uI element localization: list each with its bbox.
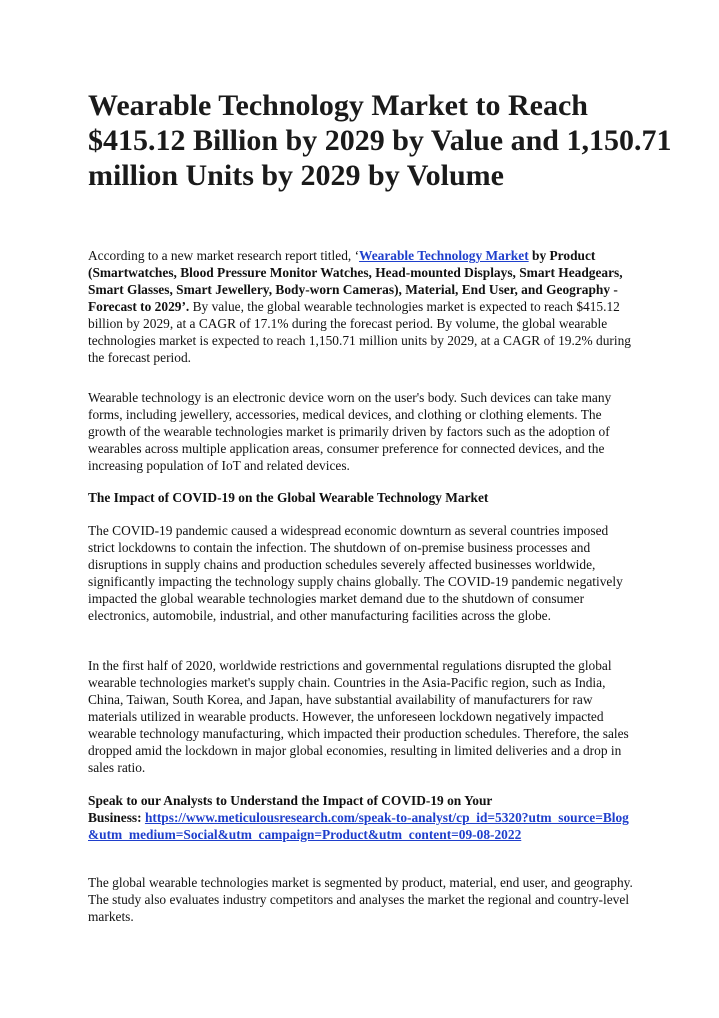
- intro-rest-text: By value, the global wearable technologies market is expected to reach $415.12 billion by 2029, at a CAGR of 17.1% during the forecast period. By volume, the global wearable technologies market is expected to reach 1,150.71 million units by 2029, at a CAGR of 19.2% during the forecast period.: [88, 299, 631, 365]
- page-title: Wearable Technology Market to Reach $415.12 Billion by 2029 by Value and 1,150.71 million Units by 2029 by Volume: [88, 89, 672, 192]
- intro-text: According to a new market research report titled, ‘: [88, 248, 360, 263]
- wearable-technology-market-link[interactable]: Wearable Technology Market: [359, 248, 529, 263]
- cta-business-label: Business:: [88, 810, 145, 825]
- covid-paragraph-1: The COVID-19 pandemic caused a widespread economic downturn as several countries imposed strict lockdowns to contain the infection. The shutdown of on-premise business processes and disruptions in supply chains and production schedules severely affected businesses worldwide, significantly impacting the technology supply chains globally. The COVID-19 pandemic negatively impacted the global wearable technologies market demand due to the shutdown of consumer electronics, automobile, industrial, and other manufacturing facilities across the globe.: [88, 523, 623, 623]
- report-title-text: by Product (Smartwatches, Blood Pressure Monitor Watches, Head-mounted Displays, Smart Headgears, Smart Glasses, Smart Jewellery, Body-worn Cameras), Material, End User, and Geography - Forecast to 2029’.: [88, 248, 623, 314]
- intro-paragraph: [88, 247, 633, 366]
- covid-paragraph-2: In the first half of 2020, worldwide restrictions and governmental regulations disrupted the global wearable technologies market's supply chain. Countries in the Asia-Pacific region, such as India, China, Taiwan, South Korea, and Japan, have substantial availability of manufacturers for raw materials utilized in wearable products. However, the unforeseen lockdown negatively impacted wearable technology manufacturing, which impacted their production schedules. Therefore, the sales dropped amid the lockdown in major global economies, resulting in limited deliveries and a drop in sales ratio.: [88, 658, 629, 775]
- definition-paragraph: Wearable technology is an electronic device worn on the user's body. Such devices can take many forms, including jewellery, accessories, medical devices, and clothing or clothing elements. The growth of the wearable technologies market is primarily driven by factors such as the adoption of wearables across multiple application areas, consumer preference for connected devices, and the increasing population of IoT and related devices.: [88, 390, 612, 473]
- speak-to-analyst-link[interactable]: https://www.meticulousresearch.com/speak-to-analyst/cp_id=5320?utm_source=Blog&utm_medium=Social&utm_campaign=Product&utm_content=09-08-2022: [88, 810, 629, 842]
- segmentation-paragraph: The global wearable technologies market is segmented by product, material, end user, and geography. The study also evaluates industry competitors and analyses the market the regional and country-level markets.: [88, 875, 633, 924]
- cta-line-1: Speak to our Analysts to Understand the Impact of COVID-19 on Your: [88, 793, 493, 808]
- speak-to-analyst-cta: [88, 792, 633, 843]
- covid-impact-heading: The Impact of COVID-19 on the Global Wearable Technology Market: [88, 490, 489, 505]
